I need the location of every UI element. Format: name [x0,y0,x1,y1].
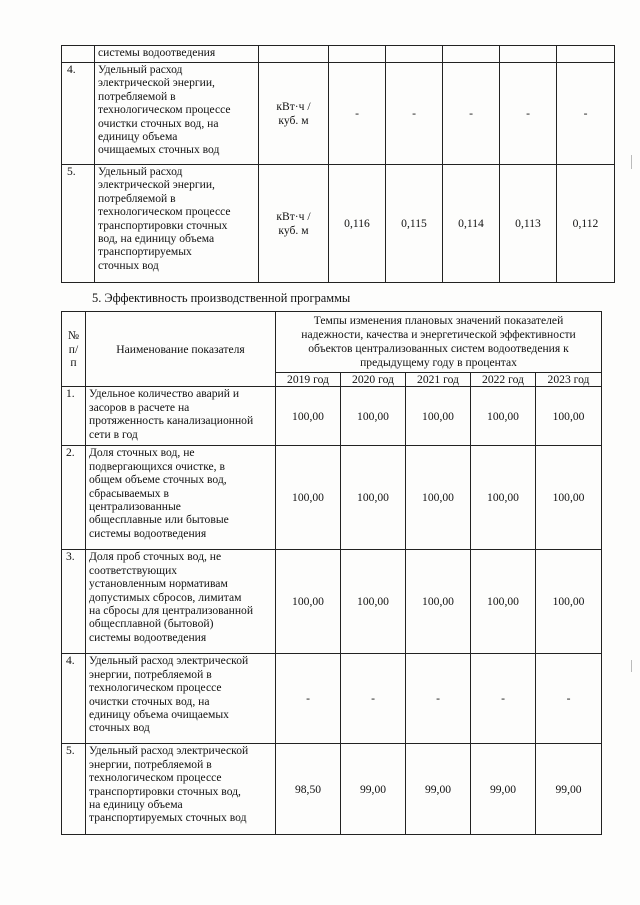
group-header: Темпы изменения плановых значений показателей надежности, качества и энергетической эффективности объектов централизованных систем водоотведения к предыдущему году в процентах [276,312,602,373]
value-cell: - [500,63,557,165]
value-cell: - [341,654,406,744]
value-cell: 100,00 [276,446,341,550]
value-cell: 100,00 [341,550,406,654]
value-cell: 98,50 [276,744,341,835]
value-cell: 99,00 [406,744,471,835]
value-cell: - [443,63,500,165]
value-cell: 100,00 [341,446,406,550]
scan-mark [631,660,632,672]
value-cell: 100,00 [536,550,602,654]
row-name: Доля сточных вод, не подвергающихся очистке, в общем объеме сточных вод, сбрасываемых в централизованные общесплавные или бытовые системы водоотведения [86,446,276,550]
value-cell: 100,00 [406,387,471,446]
row-unit: кВт·ч / куб. м [259,165,329,283]
value-cell: 100,00 [471,550,536,654]
value-cell: 0,116 [329,165,386,283]
row-number: 1. [62,387,86,446]
energy-indicators-table [61,45,615,283]
value-cell: - [276,654,341,744]
value-cell: 100,00 [406,446,471,550]
value-cell: - [536,654,602,744]
value-cell: 100,00 [276,387,341,446]
header-row [62,312,602,373]
table-row [62,387,602,446]
row-unit: кВт·ч / куб. м [259,63,329,165]
table-row [62,63,615,165]
value-cell: - [386,63,443,165]
value-cell: 99,00 [536,744,602,835]
row-number: 4. [62,63,95,165]
year-header: 2020 год [341,373,406,387]
row-name: Удельный расход электрической энергии, потребляемой в технологическом процессе очистки сточных вод, на единицу объема очищаемых сточных вод [95,63,259,165]
row-name: Удельный расход электрической энергии, потребляемой в технологическом процессе очистки сточных вод, на единицу объема очищаемых сточных вод [86,654,276,744]
value-cell: - [329,63,386,165]
value-cell: 0,112 [557,165,615,283]
row-number: 4. [62,654,86,744]
value-cell: 100,00 [536,387,602,446]
row-name: Удельный расход электрической энергии, потребляемой в технологическом процессе транспортировки сточных вод, на единицу объема транспортируемых сточных вод [86,744,276,835]
value-cell: 99,00 [471,744,536,835]
value-cell: 100,00 [536,446,602,550]
col-num-header: № п/ п [62,312,86,387]
table-row [62,46,615,63]
value-cell: 100,00 [471,446,536,550]
value-cell: 0,113 [500,165,557,283]
row-number: 5. [62,744,86,835]
year-header: 2019 год [276,373,341,387]
value-cell: - [471,654,536,744]
section-title: 5. Эффективность производственной программы [92,291,351,305]
value-cell: 0,115 [386,165,443,283]
row-name: системы водоотведения [95,46,259,63]
value-cell: 99,00 [341,744,406,835]
row-number: 2. [62,446,86,550]
year-header: 2022 год [471,373,536,387]
year-header: 2023 год [536,373,602,387]
row-number: 3. [62,550,86,654]
year-header: 2021 год [406,373,471,387]
table-row [62,744,602,835]
table-row [62,446,602,550]
value-cell: 100,00 [406,550,471,654]
table-row [62,165,615,283]
row-name: Доля проб сточных вод, не соответствующих установленным нормативам допустимых сбросов, лимитам на сбросы для централизованной общесплавной (бытовой) системы водоотведения [86,550,276,654]
efficiency-table [61,311,602,835]
scan-mark [631,155,632,169]
table-row [62,654,602,744]
row-number: 5. [62,165,95,283]
value-cell: 100,00 [341,387,406,446]
value-cell: - [557,63,615,165]
table-row [62,550,602,654]
value-cell: - [406,654,471,744]
col-name-header: Наименование показателя [86,312,276,387]
row-name: Удельное количество аварий и засоров в расчете на протяженность канализационной сети в год [86,387,276,446]
value-cell: 100,00 [471,387,536,446]
row-name: Удельный расход электрической энергии, потребляемой в технологическом процессе транспортировки сточных вод, на единицу объема транспортируемых сточных вод [95,165,259,283]
value-cell: 0,114 [443,165,500,283]
value-cell: 100,00 [276,550,341,654]
